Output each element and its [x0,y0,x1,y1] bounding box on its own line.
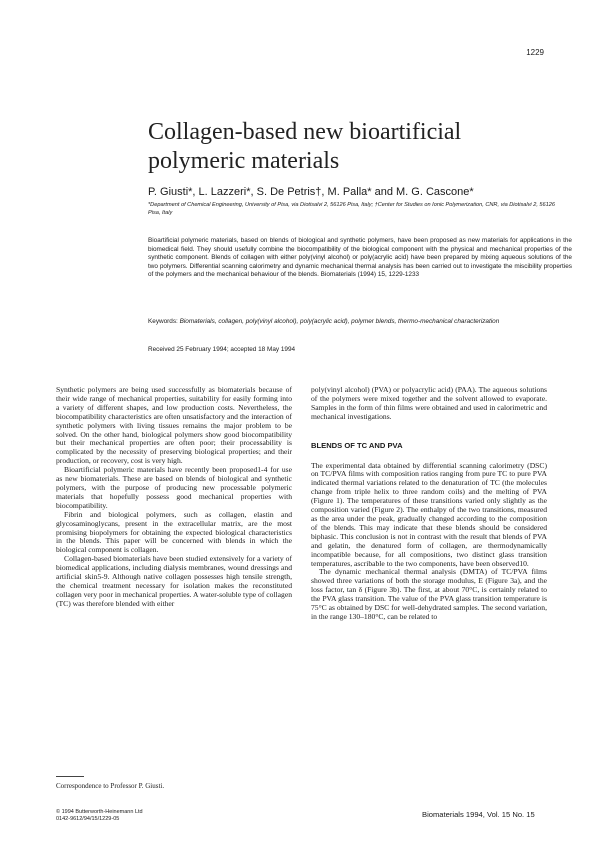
footnote-divider [56,776,84,777]
keywords-text: Biomaterials, collagen, poly(vinyl alcohol), poly(acrylic acid), polymer blends, thermo-mechanical characterization [179,318,500,325]
copyright-line: © 1994 Butterworth-Heinemann Ltd [56,809,143,815]
abstract: Bioartificial polymeric materials, based on blends of biological and synthetic polymers, have been proposed as new materials for applications in the biomedical field. They should usefully combine the biocompatibility of the biological component with the physical and mechanical properties of the synthetic component. Blends of collagen with either poly(vinyl alcohol) or poly(acrylic acid) have been prepared by mixing aqueous solutions of the two polymers. Differential scanning calorimetry and dynamic mechanical thermal analysis has been carried out to investigate the miscibility properties of the polymers and the mechanical behaviour of the blends. Biomaterials (1994) 15, 1229-1233 [148,237,572,279]
keywords [148,318,572,327]
author-affiliations: *Department of Chemical Engineering, University of Pisa, via Diotisalvi 2, 56126 Pisa, Italy; †Center for Studies on Ionic Polymerization, CNR, via Diotisalvi 2, 56126 Pisa, Italy [148,202,555,216]
article-title: Collagen-based new bioartificial polymeric materials [148,119,462,174]
body-paragraph: poly(vinyl alcohol) (PVA) or polyacrylic acid) (PAA). The aqueous solutions of the polymers were mixed together and the solvent allowed to evaporate. Samples in the form of thin films were obtained and used in calorimetric and mechanical investigations. [311,385,547,421]
body-paragraph: Bioartificial polymeric materials have recently been proposed1-4 for use as new biomaterials. These are based on blends of biological and synthetic polymers, with the purpose of producing new processable polymeric materials that hopefully possess good mechanical properties with biocompatibility. [56,465,292,510]
left-column [56,386,292,609]
section-heading: BLENDS OF TC AND PVA [311,440,403,450]
body-paragraph: The dynamic mechanical thermal analysis (DMTA) of TC/PVA films showed three variations of both the storage modulus, E (Figure 3a), and the loss factor, tan δ (Figure 3b). The first, at about 70°C, is certainly related to the PVA glass transition. The value of the PVA glass transition temperature is 75°C as obtained by DSC for well-dehydrated samples. The second variation, in the range 130–180°C, can be related to [311,567,547,621]
keywords-label: Keywords: [148,318,178,325]
body-paragraph: The experimental data obtained by differential scanning calorimetry (DSC) on TC/PVA films with composition ratios ranging from pure TC to pure PVA indicated thermal variations related to the denaturation of TC (the molecules change from triple helix to three random coils) and the melting of PVA (Figure 1). The temperatures of these transitions varied only slightly as the composition varied (Figure 2). The enthalpy of the two transitions, measured as the area under the peak, gradually changed according to the composition of the blends. This may indicate that these blends should be considered biphasic. This conclusion is not in contrast with the result that blends of PVA and gelatin, the denatured form of collagen, are thermodynamically incompatible because, for all compositions, two distinct glass transition temperatures, ascribable to the two components, have been observed10. [311,460,547,568]
received-date: Received 25 February 1994; accepted 18 May 1994 [148,346,296,353]
page-number: 1229 [526,48,544,57]
body-paragraph: Collagen-based biomaterials have been studied extensively for a variety of biomedical applications, including dialysis membranes, wound dressings and artificial skin5-9. Although native collagen possesses high tensile strength, the chemical treatment necessary for isolation makes the reconstituted collagen very poor in mechanical properties. A water-soluble type of collagen (TC) was therefore blended with either [56,554,292,608]
body-paragraph: Fibrin and biological polymers, such as collagen, elastin and glycosaminoglycans, present in the extracellular matrix, are the most promising biopolymers for obtaining the expected biological characteristics in the blends. This paper will be concerned with blends in which the biological component is collagen. [56,509,292,555]
body-paragraph: Synthetic polymers are being used successfully as biomaterials because of their wide range of mechanical properties, suitability for easily forming into a variety of different shapes, and low production costs. Nevertheless, the biocompatibility characteristics are often unsatisfactory and the interaction of synthetic polymers with living tissues remains the major problem to be solved. On the other hand, biological polymers show good biocompatibility but their mechanical properties are often poor; their processability is complicated by the necessity of preserving biological properties; and their production, or recovery, cost is very high. [56,385,292,466]
issn-line: 0142-9612/94/15/1229-05 [56,816,120,822]
correspondence-note: Correspondence to Professor P. Giusti. [56,782,165,790]
journal-reference: Biomaterials 1994, Vol. 15 No. 15 [422,810,535,819]
copyright-notice [56,809,143,823]
author-list: P. Giusti*, L. Lazzeri*, S. De Petris†, M. Palla* and M. G. Cascone* [148,186,474,198]
right-column [311,386,547,622]
